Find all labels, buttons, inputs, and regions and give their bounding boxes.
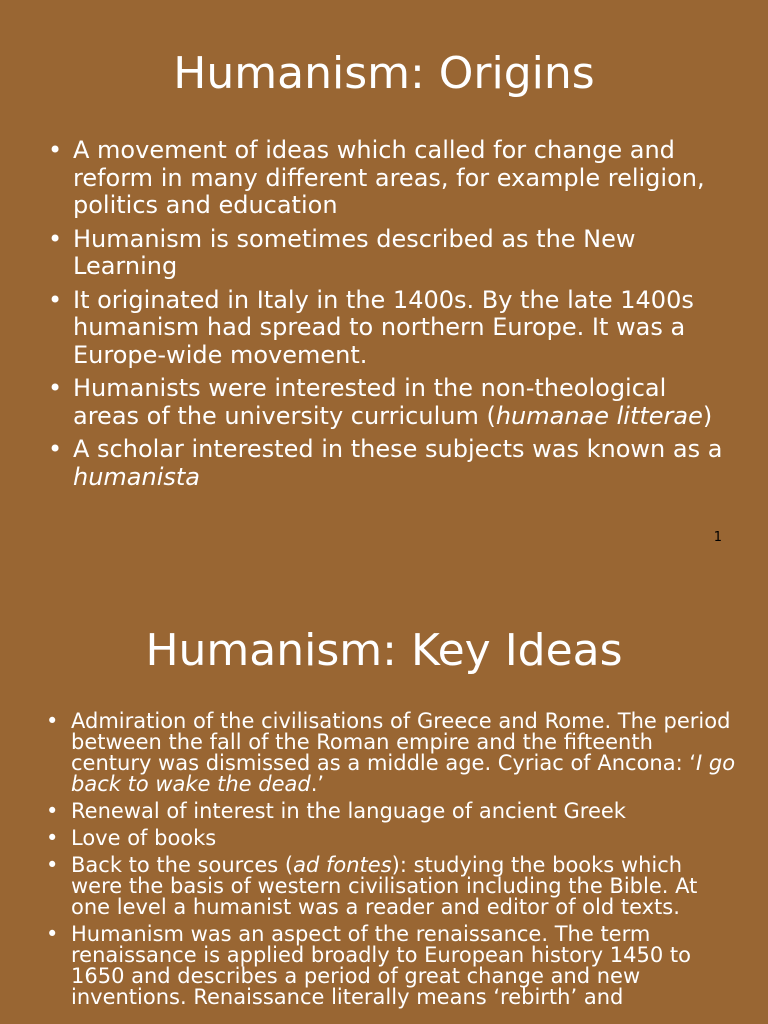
bullet-text: .’ (310, 772, 325, 796)
bullet-item (46, 801, 736, 822)
bullet-text: ) (702, 401, 713, 430)
bullet-dot-icon: • (46, 853, 59, 877)
bullet-dot-icon: • (48, 224, 63, 253)
bullet-dot-icon: • (46, 709, 59, 733)
slide-humanism-key-ideas (0, 576, 768, 1024)
bullet-text: Love of books (71, 826, 217, 850)
bullet-item (48, 375, 728, 430)
slide-title: Humanism: Origins (173, 48, 595, 99)
bullet-text: Humanism is sometimes described as the New Learning (73, 224, 636, 280)
bullet-text: A movement of ideas which called for change and reform in many different areas, for example religion, politics and education (73, 136, 705, 219)
bullet-item (46, 924, 736, 1008)
bullet-text-italic: humanista (73, 462, 201, 491)
bullet-item (46, 711, 736, 795)
bullet-dot-icon: • (48, 136, 63, 164)
bullet-text: ): studying the books which were the basis of western civilisation including the Bible. At one level a humanist was a reader and editor of old texts. (71, 853, 698, 919)
bullet-dot-icon: • (48, 435, 63, 463)
bullet-text-italic: ad fontes (293, 853, 392, 877)
bullet-dot-icon: • (48, 285, 63, 314)
bullet-text-italic: I go back to wake the dead (71, 751, 736, 796)
bullet-item (48, 137, 728, 220)
bullet-item (48, 287, 728, 370)
bullet-item (48, 436, 728, 491)
bullet-text: A scholar interested in these subjects was known as a (73, 435, 723, 463)
bullet-item (46, 855, 736, 918)
bullet-text: Admiration of the civilisations of Greece and Rome. The period between the fall of the Roman empire and the fifteenth century was dismissed as a middle age. Cyriac of Ancona: ‘ (71, 709, 731, 775)
bullet-text: Back to the sources ( (71, 853, 294, 877)
slide-title: Humanism: Key Ideas (145, 625, 623, 676)
bullet-text: It originated in Italy in the 1400s. By the late 1400s humanism had spread to northern Europe. It was a Europe-wide movement. (73, 285, 694, 369)
bullet-text-italic: humanae litterae (495, 401, 703, 430)
bullet-dot-icon: • (46, 826, 59, 850)
bullet-dot-icon: • (46, 799, 59, 823)
bullet-dot-icon: • (46, 922, 59, 946)
page-number: 1 (713, 530, 722, 545)
bullet-text: Humanism was an aspect of the renaissance. The term renaissance is applied broadly to European history 1450 to 1650 and describes a period of great change and new inventions. Renaissance literally means ‘rebirth’ and (71, 922, 691, 1009)
bullet-text: Humanists were interested in the non-theological areas of the university curriculum ( (73, 374, 667, 430)
bullet-dot-icon: • (48, 374, 63, 402)
bullet-list (46, 711, 736, 1014)
bullet-item (46, 828, 736, 849)
bullet-text: Renewal of interest in the language of ancient Greek (71, 799, 626, 823)
bullet-item (48, 226, 728, 281)
bullet-list (48, 137, 728, 497)
